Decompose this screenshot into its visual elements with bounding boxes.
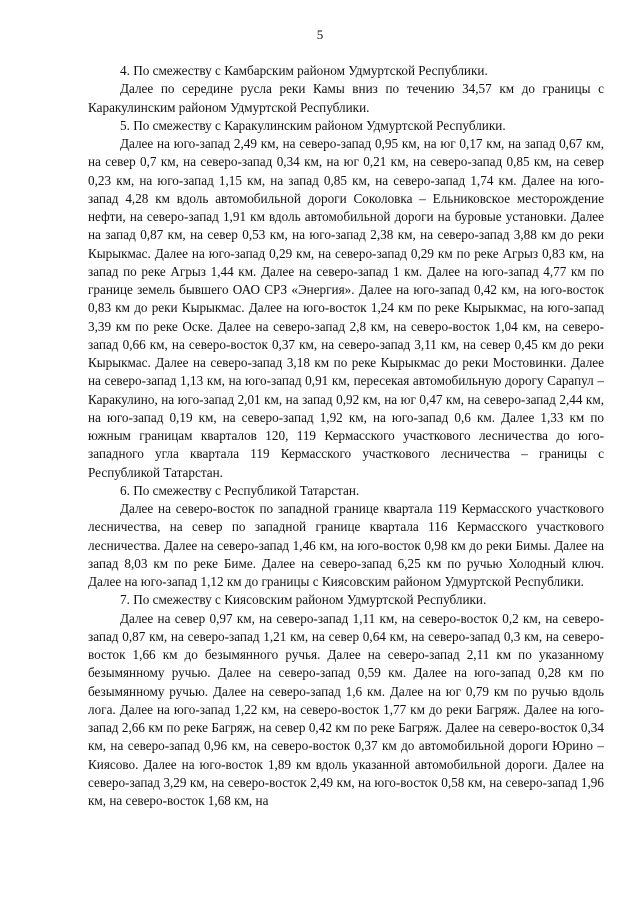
section-heading-5: 5. По смежеству с Каракулинским районом Удмуртской Республики. (120, 117, 506, 133)
paragraph-section-4: Далее по середине русла реки Камы вниз по течению 34,57 км до границы с Каракулинским районом Удмуртской Республики. (88, 81, 604, 115)
section-heading-6: 6. По смежеству с Республикой Татарстан. (120, 482, 360, 498)
paragraph-section-6: Далее на северо-восток по западной границе квартала 119 Кермасского участкового лесничества, на север по западной границе квартала 116 Кермасского участкового лесничества. Далее на северо-запад 1,46 км, на юго-восток 0,98 км до реки Бимы. Далее на запад 8,03 км по реке Биме. Далее на северо-запад 6,25 км по ручью Холодный ключ. Далее на юго-запад 1,12 км до границы с Киясовским районом Удмуртской Республики. (88, 501, 604, 589)
page-number: 5 (316, 27, 324, 42)
paragraph-section-7: Далее на север 0,97 км, на северо-запад 1,11 км, на северо-восток 0,2 км, на северо-запад 0,87 км, на северо-запад 1,21 км, на север 0,64 км, на северо-запад 0,3 км, на северо-восток 1,66 км до безымянного ручья. Далее на северо-запад 2,11 км по указанному безымянному ручью. Далее на северо-запад 0,59 км. Далее на юго-запад 0,28 км по безымянному ручью. Далее на северо-запад 1,6 км. Далее на юг 0,79 км по ручью вдоль лога. Далее на юго-запад 1,22 км, на северо-восток 1,77 км до реки Багряж. Далее на юго-запад 2,66 км по реке Багряж, на север 0,42 км по реке Багряж. Далее на северо-восток 0,34 км, на северо-запад 0,96 км, на северо-восток 0,37 км до автомобильной дороги Юрино – Киясово. Далее на юго-восток 1,89 км вдоль указанной автомобильной дороги. Далее на северо-запад 3,29 км, на северо-восток 2,49 км, на юго-восток 0,58 км, на северо-запад 1,96 км, на северо-восток 1,68 км, на (88, 610, 604, 808)
paragraph-section-5: Далее на юго-запад 2,49 км, на северо-запад 0,95 км, на юг 0,17 км, на запад 0,67 км, на север 0,7 км, на северо-запад 0,34 км, на юг 0,21 км, на северо-запад 0,85 км, на север 0,23 км, на юго-запад 1,15 км, на запад 0,85 км, на северо-запад 1,74 км. Далее на юго-запад 4,28 км вдоль автомобильной дороги Соколовка – Ельниковское месторождение нефти, на северо-запад 1,91 км вдоль автомобильной дороги на буровые установки. Далее на запад 0,87 км, на север 0,53 км, на юго-запад 2,38 км, на северо-запад 3,88 км до реки Кырыкмас. Далее на юго-запад 0,29 км, на северо-запад 0,29 км по реке Агрыз 0,83 км, на запад по реке Агрыз 1,44 км. Далее на северо-запад 1 км. Далее на юго-запад 4,77 км по границе земель бывшего ОАО СРЗ «Энергия». Далее на юго-запад 0,42 км, на юго-восток 0,83 км до реки Кырыкмас. Далее на юго-восток 1,24 км по реке Кырыкмас, на юго-запад 3,39 км по реке Оске. Далее на северо-запад 2,8 км, на северо-восток 1,04 км, на северо-запад 0,66 км, на северо-восток 0,37 км, на северо-запад 3,11 км, на север 0,45 км до реки Кырыкмас. Далее на северо-запад 3,18 км по реке Кырыкмас до реки Мостовинки. Далее на северо-запад 1,13 км, на юго-запад 0,91 км, пересекая автомобильную дорогу Сарапул – Каракулино, на юго-запад 2,01 км, на запад 0,92 км, на юг 0,47 км, на северо-запад 2,44 км, на юго-запад 0,19 км, на северо-запад 1,92 км, на юго-запад 0,6 км. Далее 1,33 км по южным границам кварталов 120, 119 Кермасского участкового лесничества до юго-западного угла квартала 119 Кермасского участкового лесничества – границы с Республикой Татарстан. (88, 136, 604, 480)
section-heading-4: 4. По смежеству с Камбарским районом Удмуртской Республики. (120, 63, 488, 78)
document-body (88, 62, 604, 810)
section-heading-7: 7. По смежеству с Киясовским районом Удмуртской Республики. (120, 592, 487, 608)
